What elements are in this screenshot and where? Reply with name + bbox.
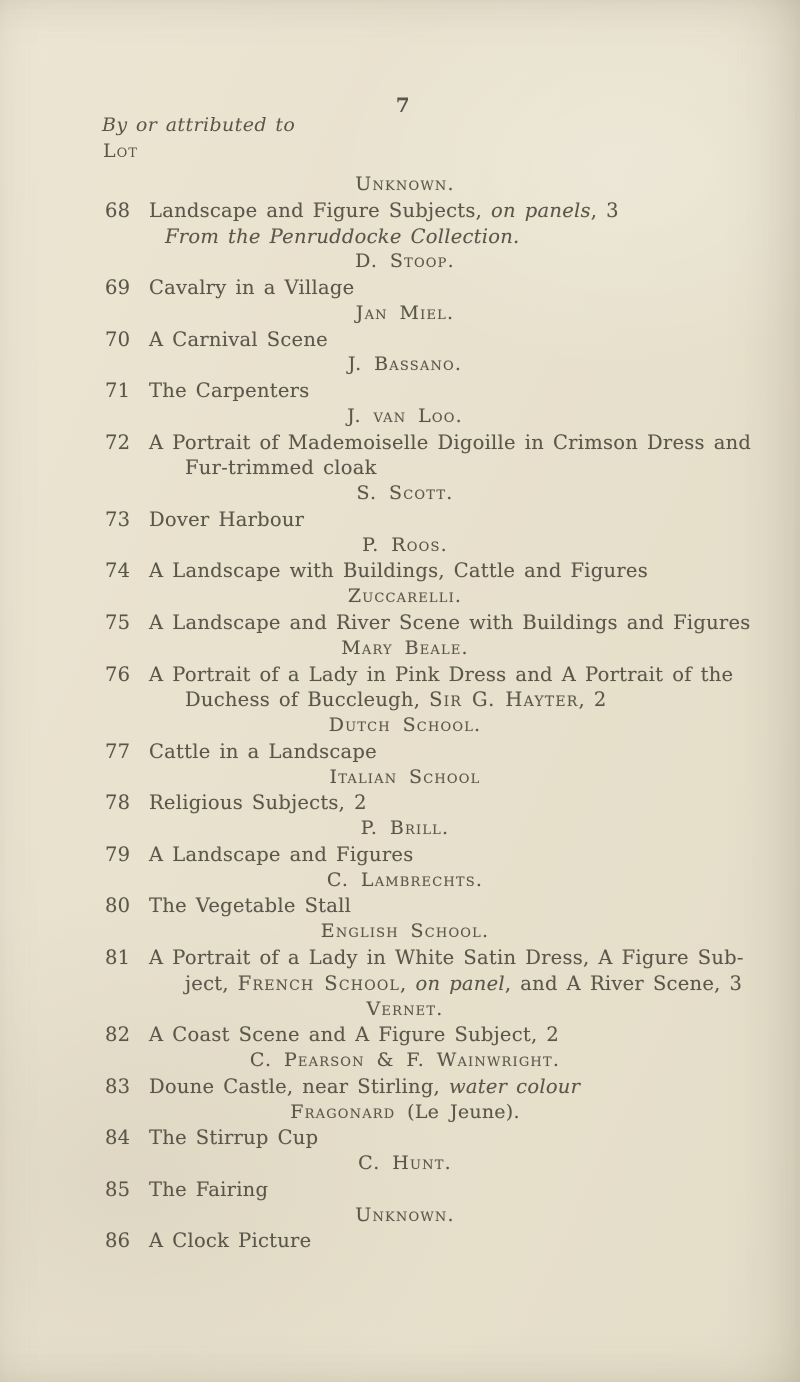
lot-line: [103, 1074, 707, 1100]
lot-title: [149, 894, 351, 917]
lot-number: 74: [105, 559, 131, 583]
lot-number: 81: [105, 945, 131, 969]
lot-line: [103, 378, 707, 404]
artist-heading: [103, 249, 707, 275]
lot-title: [149, 559, 648, 582]
lot-line: [103, 1022, 707, 1048]
lot-title: [149, 508, 304, 531]
artist-heading: [103, 868, 707, 894]
artist-heading: [103, 1203, 707, 1229]
artist-heading: [103, 172, 707, 198]
text-segment: , and A River Scene, 3: [504, 971, 743, 995]
lot-line-continuation: [103, 455, 707, 481]
lot-number: 73: [105, 507, 131, 531]
text-segment: A Portrait of a Lady in Pink Dress and A Portrait of the: [149, 662, 734, 686]
lot-number: 69: [105, 276, 131, 300]
lot-line-continuation: [103, 971, 743, 997]
text-segment: J. Bassano.: [347, 353, 463, 376]
text-segment: The Vegetable Stall: [149, 894, 352, 918]
text-segment: From the Penruddocke Collection.: [165, 224, 520, 248]
lot-title: [149, 1229, 311, 1252]
text-segment: Fur-trimmed cloak: [185, 456, 377, 480]
lot-title: [149, 946, 744, 969]
text-segment: Fragonard: [290, 1100, 408, 1123]
lot-title: [149, 611, 751, 634]
provenance-note: [103, 224, 707, 250]
lot-number: 84: [105, 1126, 131, 1150]
lot-line: [103, 610, 751, 636]
text-segment: Dover Harbour: [149, 507, 305, 531]
lot-title: [185, 972, 742, 995]
text-segment: P. Brill.: [360, 817, 450, 840]
lot-title: [149, 1126, 318, 1149]
artist-heading: [103, 1100, 707, 1126]
text-segment: A Landscape and Figures: [149, 842, 414, 866]
lot-line: [103, 327, 707, 353]
text-segment: , 3: [590, 198, 619, 222]
text-segment: Sir G. Hayter: [429, 688, 579, 712]
lot-line: [103, 1125, 707, 1151]
lot-title: [149, 791, 367, 814]
text-segment: Jan Miel.: [355, 301, 455, 324]
text-segment: The Fairing: [149, 1177, 269, 1201]
artist-heading: [103, 301, 707, 327]
lot-number: 68: [105, 198, 131, 222]
text-segment: water colour: [448, 1074, 581, 1098]
lot-number: 77: [105, 739, 131, 763]
text-segment: Mary Beale.: [341, 636, 469, 659]
text-segment: A Clock Picture: [149, 1229, 312, 1253]
text-segment: Landscape and Figure Subjects,: [149, 198, 492, 222]
text-segment: The Carpenters: [149, 379, 310, 403]
lot-number: 83: [105, 1074, 131, 1098]
lot-number: 79: [105, 842, 131, 866]
text-segment: Cavalry in a Village: [149, 276, 355, 300]
lot-number: 80: [105, 894, 131, 918]
lot-title: [149, 328, 328, 351]
text-segment: French School: [237, 971, 401, 995]
artist-heading: [103, 765, 707, 791]
text-segment: (Le Jeune).: [407, 1100, 520, 1123]
artist-heading: [103, 1048, 707, 1074]
text-segment: English School.: [320, 920, 490, 943]
lot-line: [103, 893, 707, 919]
text-segment: A Landscape with Buildings, Cattle and Figures: [149, 559, 648, 583]
lot-number: 85: [105, 1177, 131, 1201]
text-segment: on panels: [491, 198, 591, 222]
text-segment: Duchess of Buccleugh,: [185, 688, 430, 712]
lot-line: [103, 945, 744, 971]
text-segment: Doune Castle, near Stirling,: [149, 1074, 449, 1098]
lot-title: [185, 688, 607, 711]
header-attribution-note: By or attributed to: [102, 114, 296, 136]
lot-line: [103, 198, 707, 224]
text-segment: Zuccarelli.: [347, 585, 463, 608]
text-segment: Religious Subjects, 2: [149, 791, 367, 815]
artist-heading: [103, 816, 707, 842]
text-segment: Cattle in a Landscape: [149, 739, 377, 763]
lot-title: [185, 456, 377, 479]
lot-line: [103, 739, 707, 765]
lot-title: [149, 199, 619, 222]
text-segment: S. Scott.: [356, 482, 454, 505]
lot-line: [103, 275, 707, 301]
text-segment: Vernet.: [366, 997, 444, 1020]
lot-line: [103, 790, 707, 816]
text-segment: A Carnival Scene: [149, 327, 328, 351]
lot-number: 78: [105, 791, 131, 815]
artist-heading: [103, 404, 707, 430]
page-number: 7: [395, 93, 411, 117]
text-segment: A Coast Scene and A Figure Subject, 2: [149, 1023, 560, 1047]
lot-line: [103, 558, 707, 584]
lot-line: [103, 430, 752, 456]
artist-heading: [103, 352, 707, 378]
artist-heading: [103, 636, 707, 662]
lot-number: 70: [105, 327, 131, 351]
artist-heading: [103, 1151, 707, 1177]
lot-title: [165, 225, 519, 248]
text-segment: D. Stoop.: [355, 250, 455, 273]
lot-number: 86: [105, 1229, 131, 1253]
lot-title: [149, 1023, 559, 1046]
header-lot-label: Lot: [103, 140, 138, 162]
lot-title: [149, 431, 751, 454]
lot-line: [103, 507, 707, 533]
artist-heading: [103, 584, 707, 610]
catalogue-list: [103, 172, 752, 1254]
lot-line: [103, 1228, 707, 1254]
artist-heading: [103, 481, 707, 507]
text-segment: Dutch School.: [328, 714, 482, 737]
lot-title: [149, 740, 377, 763]
lot-title: [149, 663, 733, 686]
text-segment: Unknown.: [355, 173, 455, 195]
text-segment: ject,: [185, 971, 238, 995]
lot-title: [149, 843, 413, 866]
text-segment: ,: [400, 971, 416, 995]
lot-line-continuation: [103, 687, 707, 713]
lot-number: 76: [105, 662, 131, 686]
text-segment: A Portrait of a Lady in White Satin Dress, A Figure Sub-: [149, 945, 744, 969]
lot-title: [149, 1178, 268, 1201]
artist-heading: [103, 997, 707, 1023]
lot-line: [103, 842, 707, 868]
lot-number: 71: [105, 379, 131, 403]
text-segment: J. van Loo.: [347, 404, 463, 427]
artist-heading: [103, 919, 707, 945]
text-segment: A Portrait of Mademoiselle Digoille in Crimson Dress and: [149, 430, 752, 454]
text-segment: on panel: [415, 971, 505, 995]
text-segment: The Stirrup Cup: [149, 1126, 319, 1150]
text-segment: Italian School: [329, 765, 481, 788]
text-segment: C. Lambrechts.: [326, 868, 484, 891]
lot-number: 82: [105, 1023, 131, 1047]
lot-line: [103, 1177, 707, 1203]
lot-number: 72: [105, 430, 131, 454]
lot-number: 75: [105, 611, 131, 635]
artist-heading: [103, 713, 707, 739]
lot-title: [149, 379, 309, 402]
text-segment: C. Hunt.: [358, 1152, 452, 1175]
lot-line: [103, 662, 734, 688]
lot-title: [149, 276, 354, 299]
text-segment: C. Pearson & F. Wainwright.: [249, 1049, 561, 1072]
text-segment: P. Roos.: [362, 533, 448, 556]
text-segment: Unknown.: [355, 1203, 455, 1226]
lot-title: [149, 1075, 580, 1098]
artist-heading: [103, 533, 707, 559]
text-segment: A Landscape and River Scene with Buildings and Figures: [149, 611, 751, 635]
text-segment: , 2: [578, 688, 607, 712]
